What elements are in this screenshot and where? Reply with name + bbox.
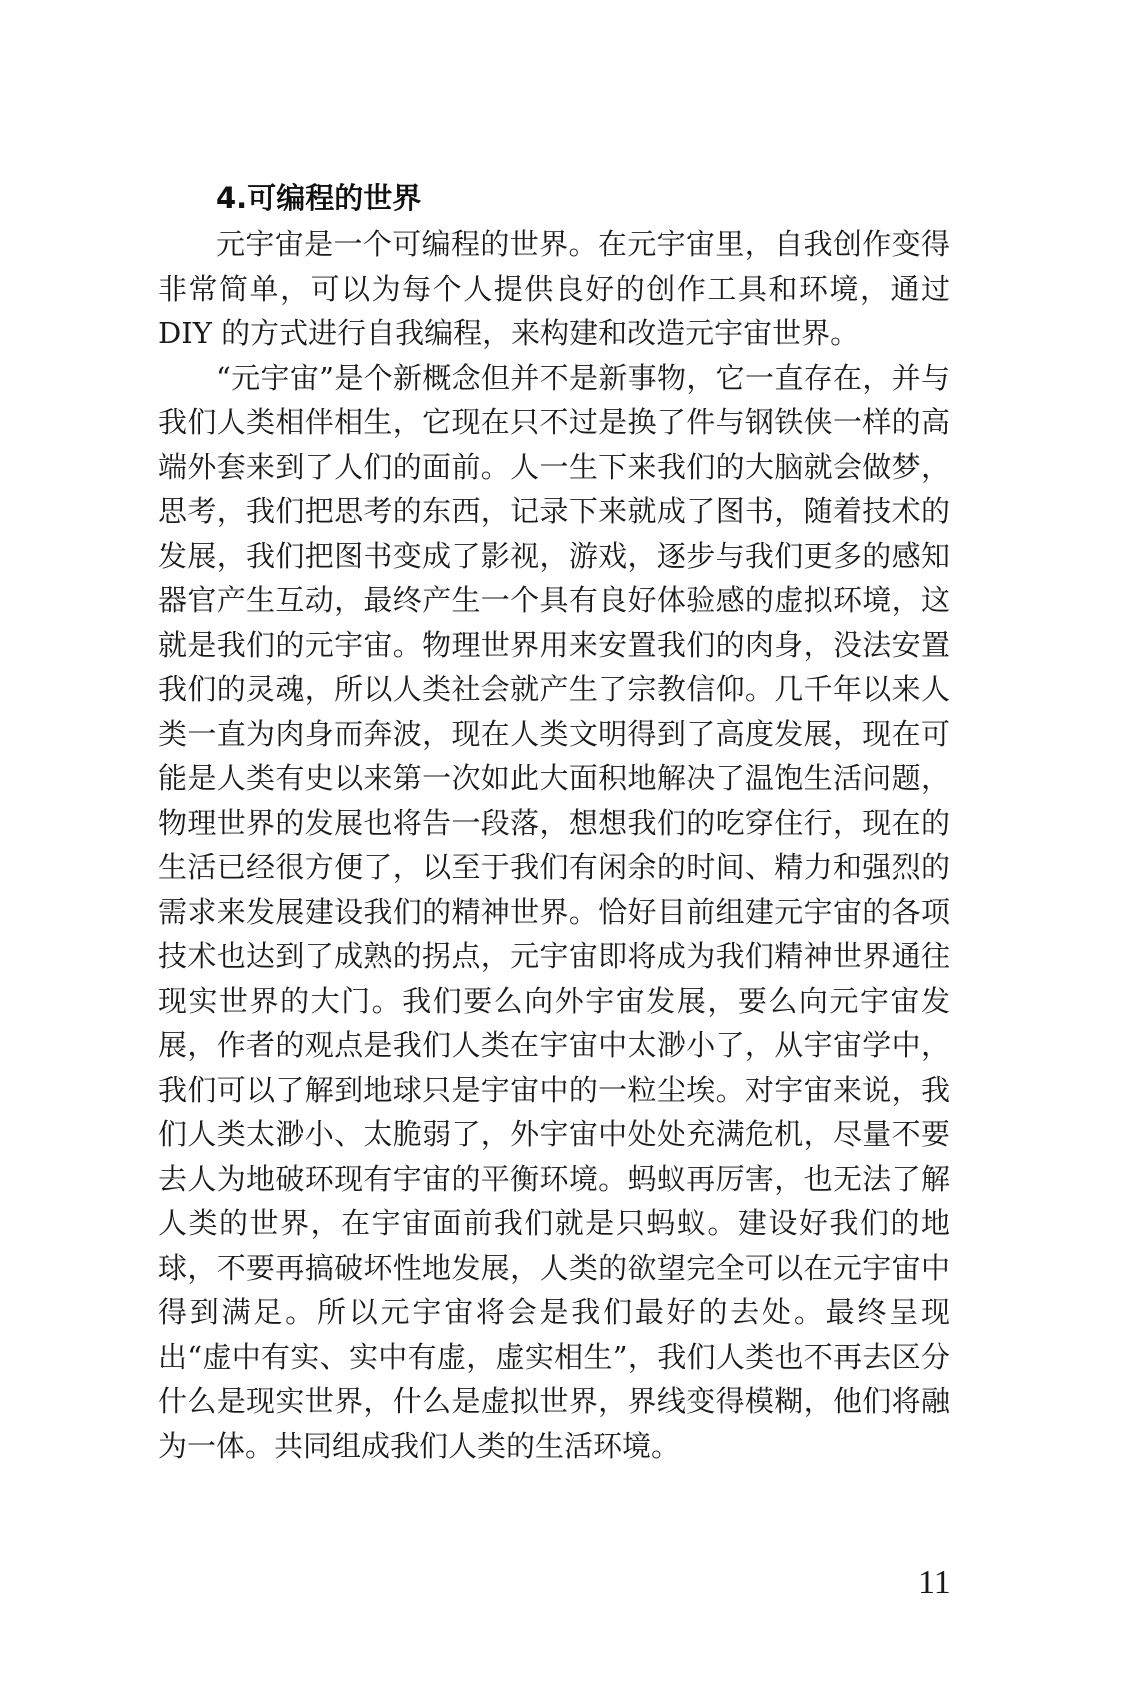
page-number: 11 xyxy=(918,1564,951,1601)
section-heading: 4.可编程的世界 xyxy=(216,181,422,215)
paragraph: 元宇宙是一个可编程的世界。在元宇宙里，自我创作变得非常简单，可以为每个人提供良好的创作工具和环境，通过 DIY 的方式进行自我编程，来构建和改造元宇宙世界。 xyxy=(158,227,950,350)
paragraph: “元宇宙”是个新概念但并不是新事物，它一直存在，并与我们人类相伴相生，它现在只不过是换了件与钢铁侠一样的高端外套来到了人们的面前。人一生下来我们的大脑就会做梦，思考，我们把思考的东西，记录下来就成了图书，随着技术的发展，我们把图书变成了影视，游戏，逐步与我们更多的感知器官产生互动，最终产生一个具有良好体验感的虚拟环境，这就是我们的元宇宙。物理世界用来安置我们的肉身，没法安置我们的灵魂，所以人类社会就产生了宗教信仰。几千年以来人类一直为肉身而奔波，现在人类文明得到了高度发展，现在可能是人类有史以来第一次如此大面积地解决了温饱生活问题，物理世界的发展也将告一段落，想想我们的吃穿住行，现在的生活已经很方便了，以至于我们有闲余的时间、精力和强烈的需求来发展建设我们的精神世界。恰好目前组建元宇宙的各项技术也达到了成熟的拐点，元宇宙即将成为我们精神世界通往现实世界的大门。我们要么向外宇宙发展，要么向元宇宙发展，作者的观点是我们人类在宇宙中太渺小了，从宇宙学中，我们可以了解到地球只是宇宙中的一粒尘埃。对宇宙来说，我们人类太渺小、太脆弱了，外宇宙中处处充满危机，尽量不要去人为地破环现有宇宙的平衡环境。蚂蚁再厉害，也无法了解人类的世界，在宇宙面前我们就是只蚂蚁。建设好我们的地球，不要再搞破坏性地发展，人类的欲望完全可以在元宇宙中得到满足。所以元宇宙将会是我们最好的去处。最终呈现出“虚中有实、实中有虚，虚实相生”，我们人类也不再去区分什么是现实世界，什么是虚拟世界，界线变得模糊，他们将融为一体。共同组成我们人类的生活环境。 xyxy=(158,360,950,1463)
page-content xyxy=(158,176,950,1468)
body-text xyxy=(158,222,950,1468)
